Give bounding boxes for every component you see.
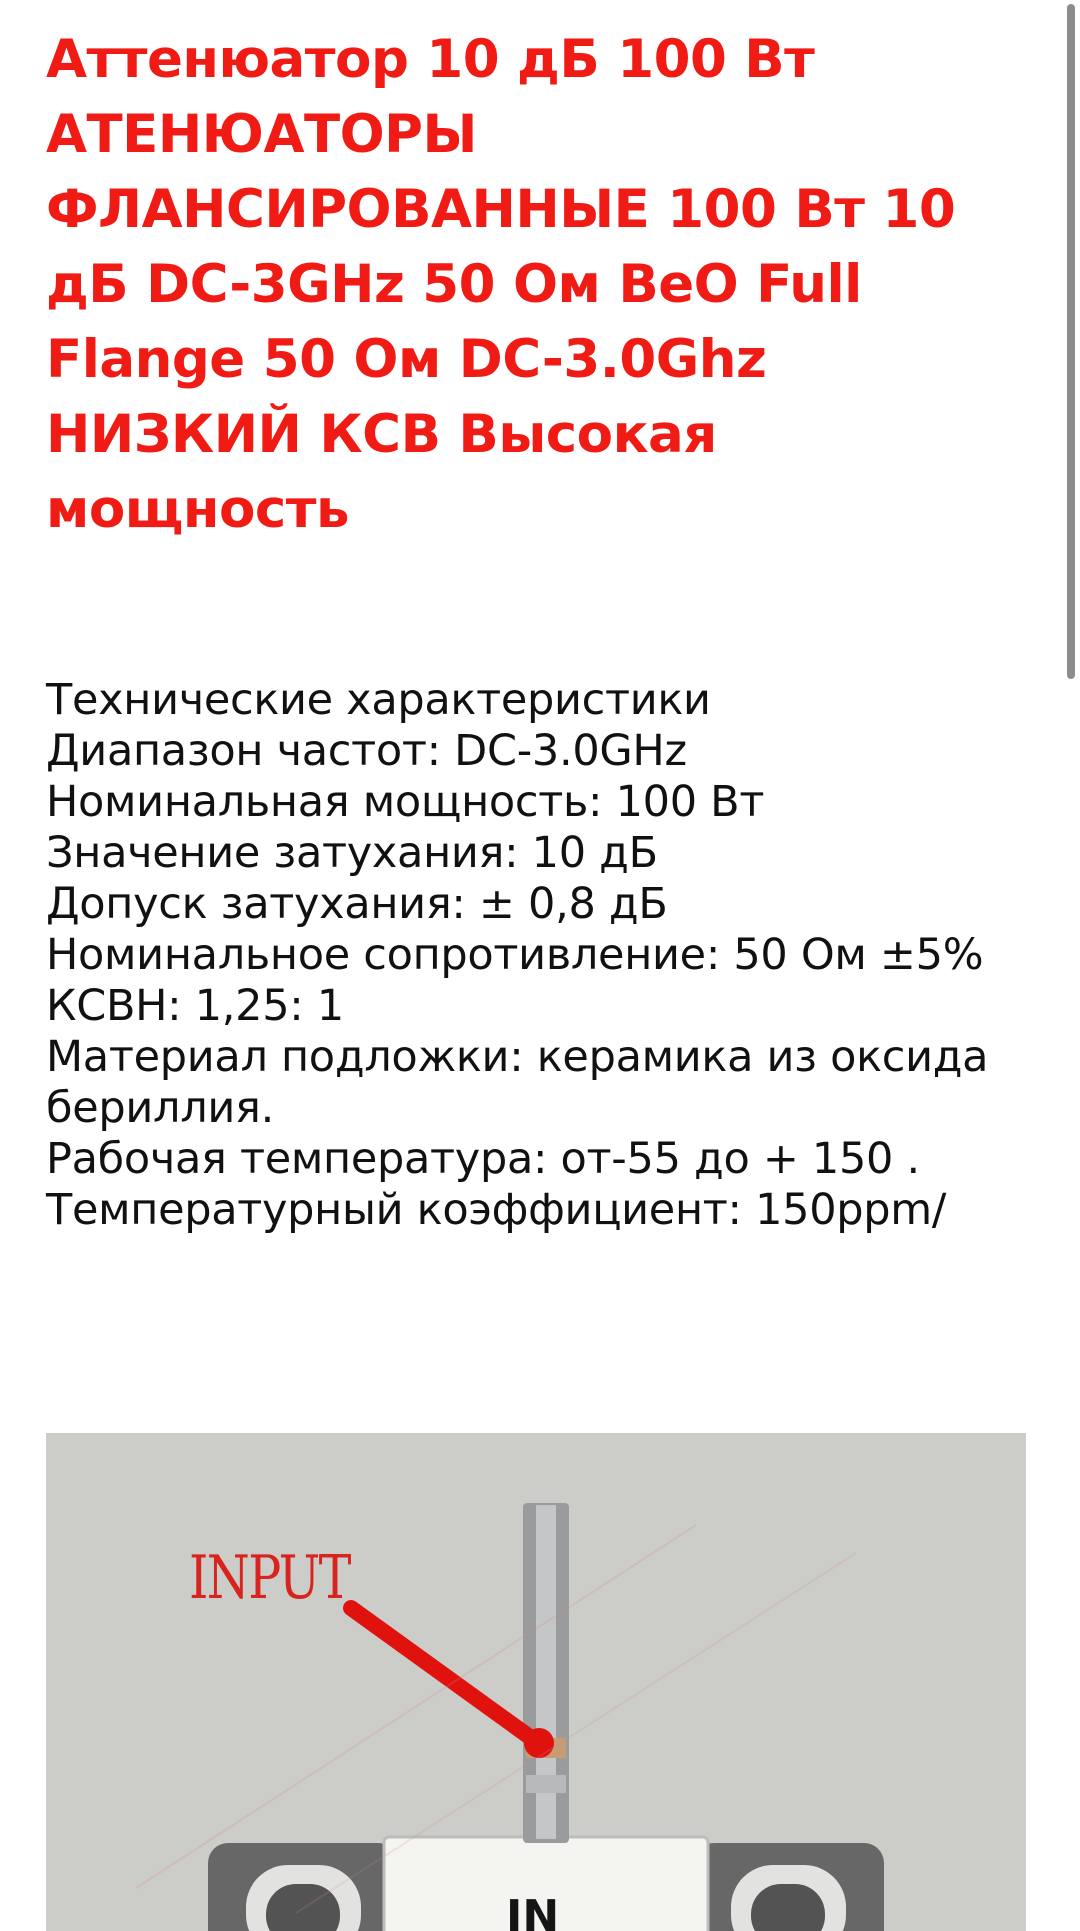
spec-attenuation-tolerance: Допуск затухания: ± 0,8 дБ: [46, 879, 668, 929]
spec-nominal-resistance: Номинальное сопротивление: 50 Ом ±5%: [46, 930, 984, 980]
spec-heading: Технические характеристики: [46, 675, 711, 725]
product-title: Аттенюатор 10 дБ 100 Вт АТЕНЮАТОРЫ ФЛАНСИРОВАННЫЕ 100 Вт 10 дБ DC-3GHz 50 Ом BeO Full Flange 50 Ом DC-3.0Ghz НИЗКИЙ КСВ Высокая мощность: [46, 29, 956, 540]
spec-substrate-material: Материал подложки: керамика из оксида бериллия.: [46, 1032, 989, 1133]
spec-rated-power: Номинальная мощность: 100 Вт: [46, 777, 765, 827]
spec-vswr: КСВН: 1,25: 1: [46, 981, 344, 1031]
spec-temperature-coefficient: Температурный коэффициент: 150ppm/: [46, 1185, 947, 1235]
product-photo: [46, 1433, 1026, 1931]
input-label: INPUT: [189, 1543, 350, 1613]
attenuator-illustration: [46, 1433, 1026, 1931]
component-in-label: IN: [506, 1891, 560, 1931]
spec-operating-temperature: Рабочая температура: от-55 до + 150 .: [46, 1134, 920, 1184]
spec-list: [46, 675, 1036, 1236]
spec-attenuation-value: Значение затухания: 10 дБ: [46, 828, 658, 878]
scrollbar-thumb[interactable]: [1067, 4, 1075, 679]
spec-frequency-range: Диапазон частот: DC-3.0GHz: [46, 726, 687, 776]
